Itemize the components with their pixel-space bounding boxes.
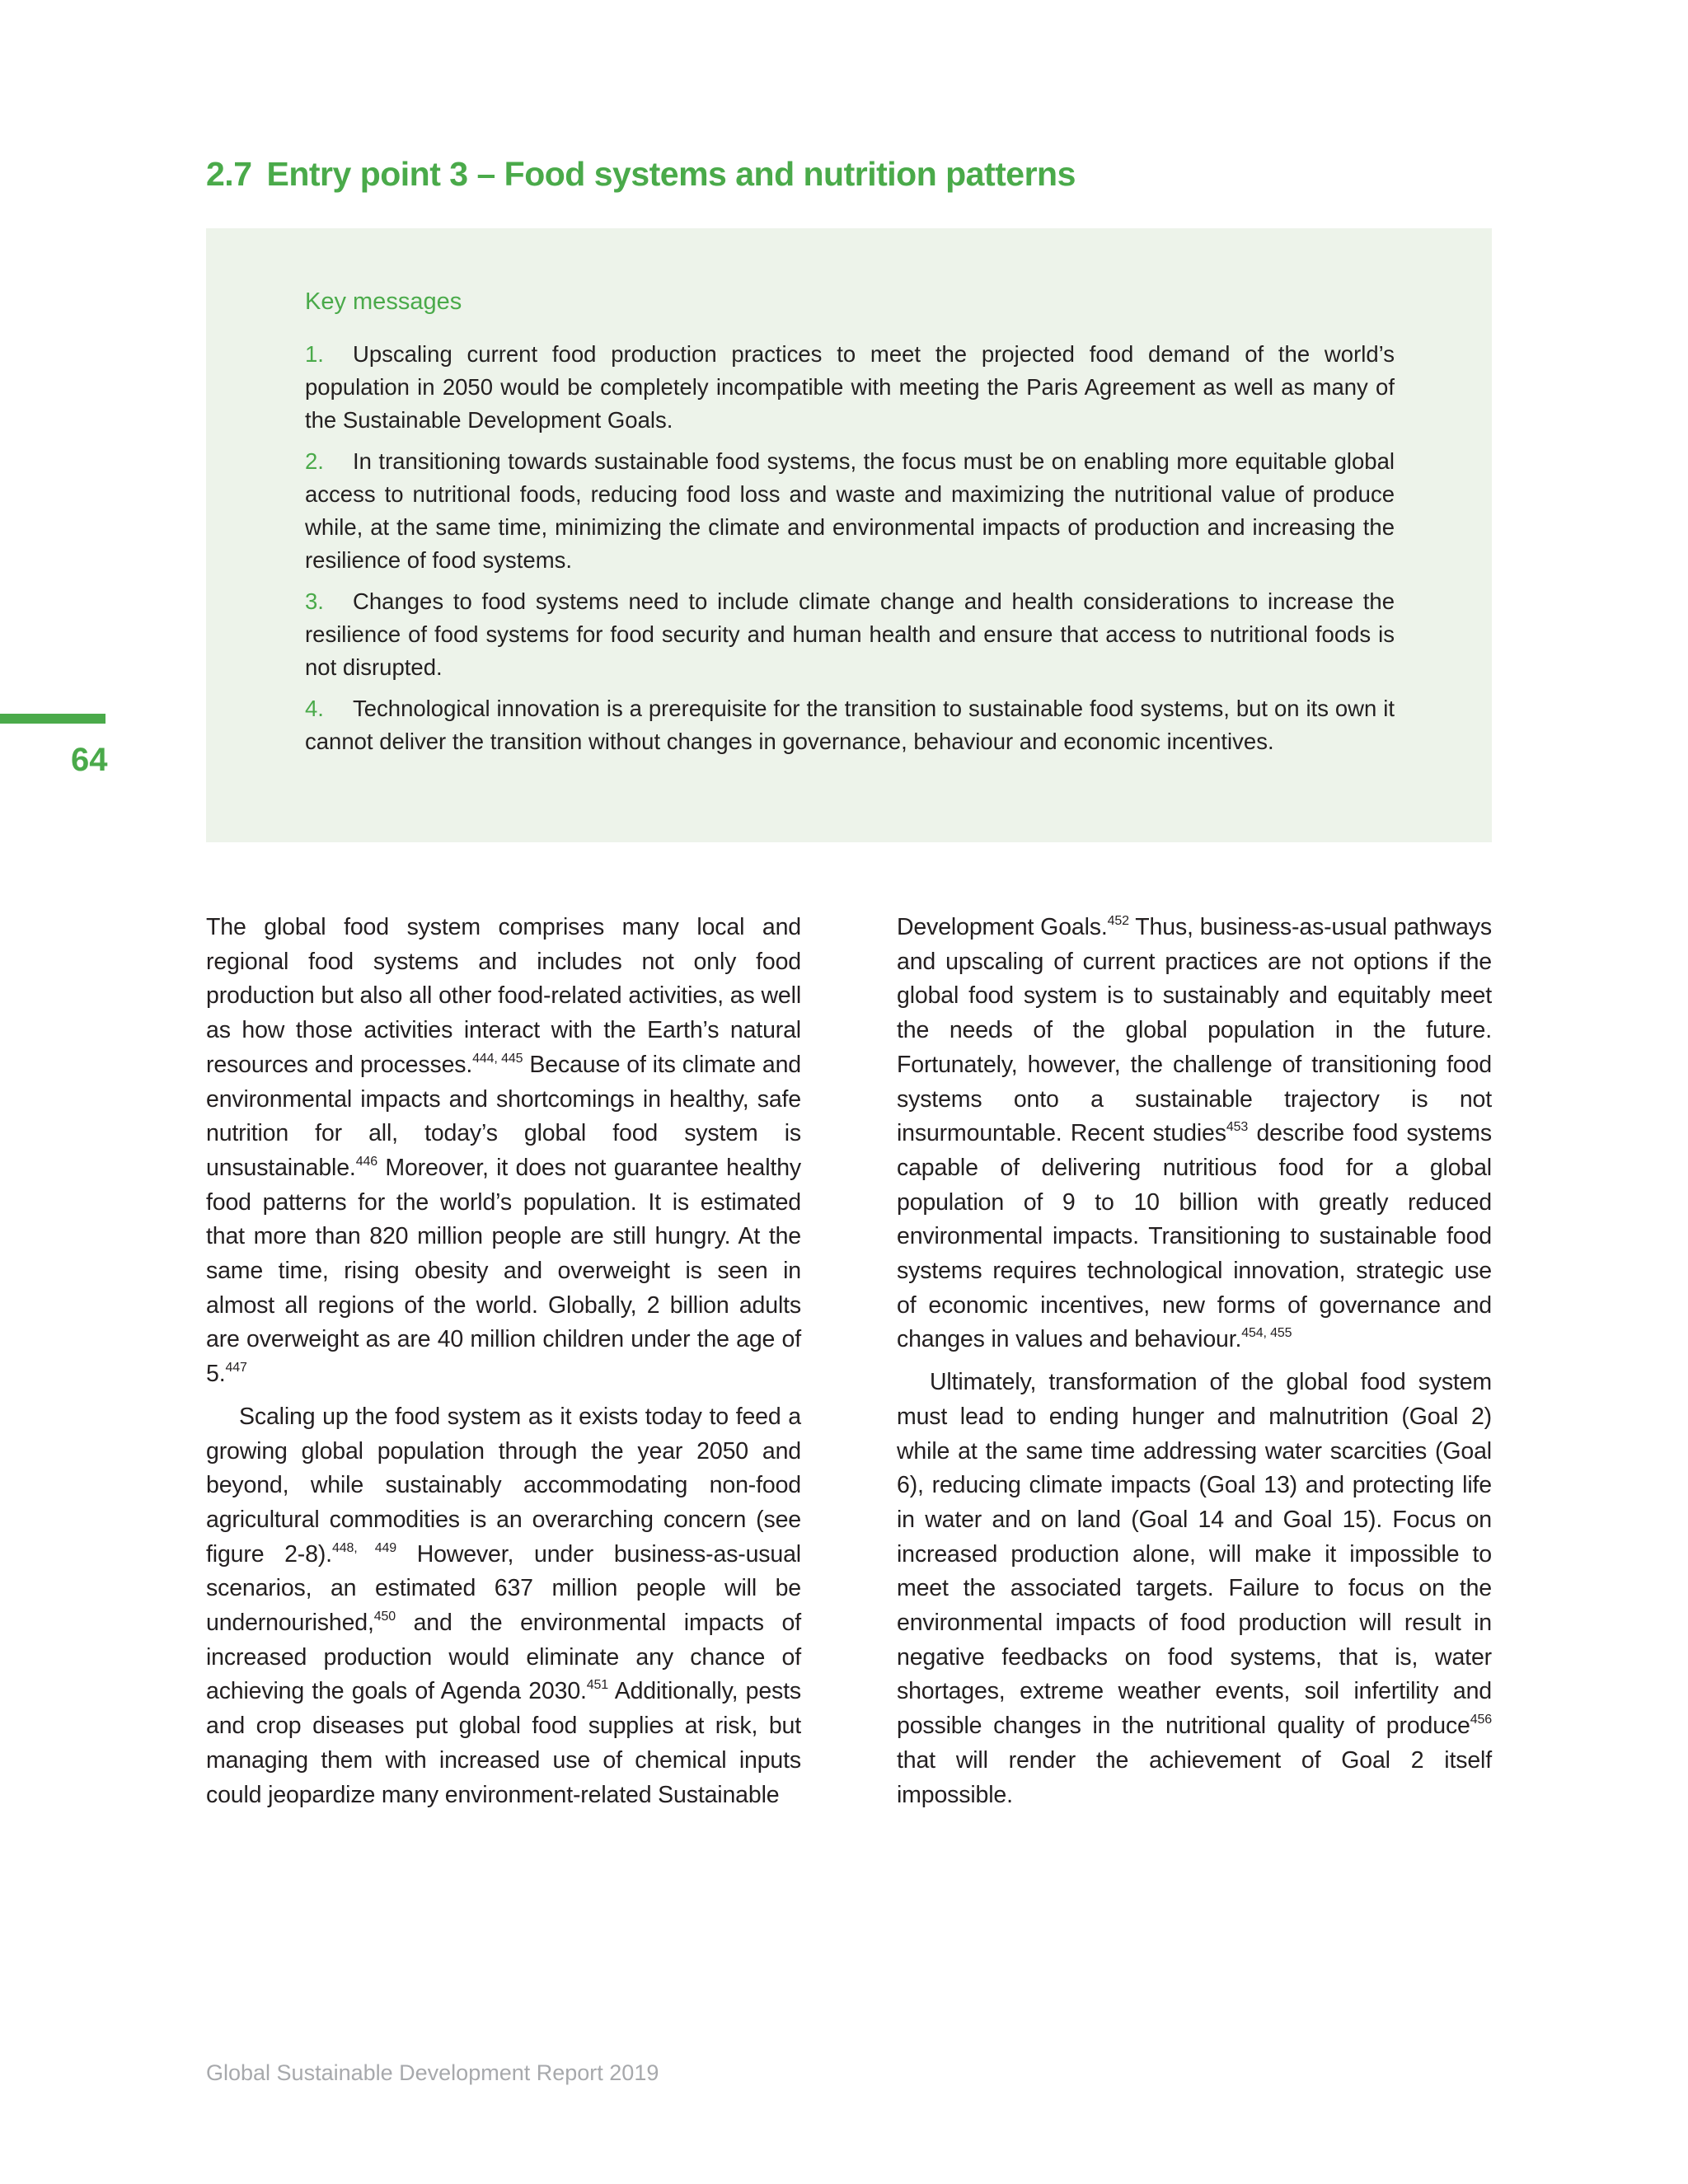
footnote-ref: 446 [355, 1154, 377, 1169]
body-text: However, under business-as-usual scenarios, an estimated 637 million people will be undernourished, [206, 1540, 801, 1637]
key-message-item [305, 445, 1395, 577]
page-marker-bar [0, 714, 106, 724]
key-message-number: 4. [305, 695, 324, 721]
key-message-item [305, 585, 1395, 684]
key-message-item [305, 338, 1395, 437]
body-text: that will render the achievement of Goal 2 itself impossible. [897, 1746, 1492, 1808]
section-number: 2.7 [206, 155, 252, 193]
footnote-ref: 444, 445 [472, 1051, 523, 1066]
footnote-ref: 454, 455 [1241, 1326, 1292, 1341]
key-message-item [305, 692, 1395, 758]
body-text: Development Goals. [897, 914, 1108, 940]
body-paragraph-continued [897, 911, 1492, 1357]
key-message-number: 1. [305, 340, 324, 367]
key-message-text: In transitioning towards sustainable food systems, the focus must be on enabling more equitable global access to nutritional foods, reducing food loss and waste and maximizing the nutritional value of produce while, at the same time, minimizing the climate and environmental impacts of production and increasing the resilience of food systems. [305, 448, 1395, 573]
body-text: Ultimately, transformation of the global food system must lead to ending hunger and malnutrition (Goal 2) while at the same time addressing water scarcities (Goal 6), reducing climate impacts (Goal 13) and protecting life in water and on land (Goal 14 and Goal 15). Focus on increased production alone, will make it impossible to meet the associated targets. Failure to focus on the environmental impacts of food production will result in negative feedbacks on food systems, that is, water shortages, extreme weather events, soil infertility and possible changes in the nutritional quality of produce [897, 1369, 1492, 1740]
footnote-ref: 447 [225, 1361, 247, 1376]
key-messages-box [206, 228, 1492, 842]
footnote-ref: 456 [1470, 1713, 1492, 1727]
key-message-text: Technological innovation is a prerequisite for the transition to sustainable food systems, but on its own it cannot deliver the transition without changes in governance, behaviour and economic incentives. [305, 695, 1395, 754]
footnote-ref: 450 [373, 1610, 396, 1624]
body-text: The global food system comprises many local and regional food systems and includes not only food production but also all other food-related activities, as well as how those activities interact with the Earth’s natural resources and processes. [206, 914, 801, 1078]
footnote-ref: 448, 449 [331, 1540, 396, 1555]
key-messages-title: Key messages [305, 288, 462, 315]
footnote-ref: 452 [1107, 914, 1129, 928]
key-message-text: Changes to food systems need to include climate change and health considerations to increase the resilience of food systems for food security and human health and ensure that access to nutritional foods is not disrupted. [305, 588, 1395, 680]
body-text: Because of its climate and environmental impacts and shortcomings in healthy, safe nutrition for all, today’s global food system is unsustainable. [206, 1051, 801, 1181]
section-title: Entry point 3 – Food systems and nutrition patterns [266, 155, 1076, 193]
key-messages-content [305, 288, 1395, 766]
body-text: Moreover, it does not guarantee healthy food patterns for the world’s population. It is estimated that more than 820 million people are still hungry. At the same time, rising obesity and overweight is seen in almost all regions of the world. Globally, 2 billion adults are overweight as are 40 million children under the age of 5. [206, 1154, 801, 1388]
body-column-right [897, 911, 1492, 1821]
key-message-text: Upscaling current food production practices to meet the projected food demand of the world’s population in 2050 would be completely incompatible with meeting the Paris Agreement as well as many of the Sustainable Development Goals. [305, 340, 1395, 433]
body-paragraph [206, 911, 801, 1392]
key-message-number: 3. [305, 588, 324, 614]
running-footer: Global Sustainable Development Report 2019 [206, 2060, 659, 2085]
body-text: describe food systems capable of delivering nutritious food for a global population of 9 to 10 billion with greatly reduced environmental impacts. Transitioning to sustainable food systems requires technological innovation, strategic use of economic incentives, new forms of governance and changes in values and behaviour. [897, 1120, 1492, 1353]
footnote-ref: 453 [1226, 1120, 1249, 1135]
body-paragraph [897, 1366, 1492, 1812]
body-text: Thus, business-as-usual pathways and upscaling of current practices are not options if the global food system is to sustainably and equitably meet the needs of the global population in the future. Fortunately, however, the challenge of transitioning food systems onto a sustainable trajectory is not insurmountable. Recent studies [897, 914, 1492, 1147]
body-column-left [206, 911, 801, 1821]
body-text: Additionally, pests and crop diseases put global food supplies at risk, but managing them with increased use of chemical inputs could jeopardize many environment-related Sustainable [206, 1678, 801, 1808]
body-text: Scaling up the food system as it exists today to feed a growing global population through the year 2050 and beyond, while sustainably accommodating non-food agricultural commodities is an overarching concern (see figure 2-8). [206, 1403, 801, 1568]
body-paragraph [206, 1400, 801, 1812]
body-text: and the environmental impacts of increased production would eliminate any chance of achieving the goals of Agenda 2030. [206, 1610, 801, 1705]
key-message-number: 2. [305, 448, 324, 474]
page-number: 64 [71, 742, 108, 778]
section-heading [206, 155, 1076, 194]
footnote-ref: 451 [586, 1678, 609, 1693]
